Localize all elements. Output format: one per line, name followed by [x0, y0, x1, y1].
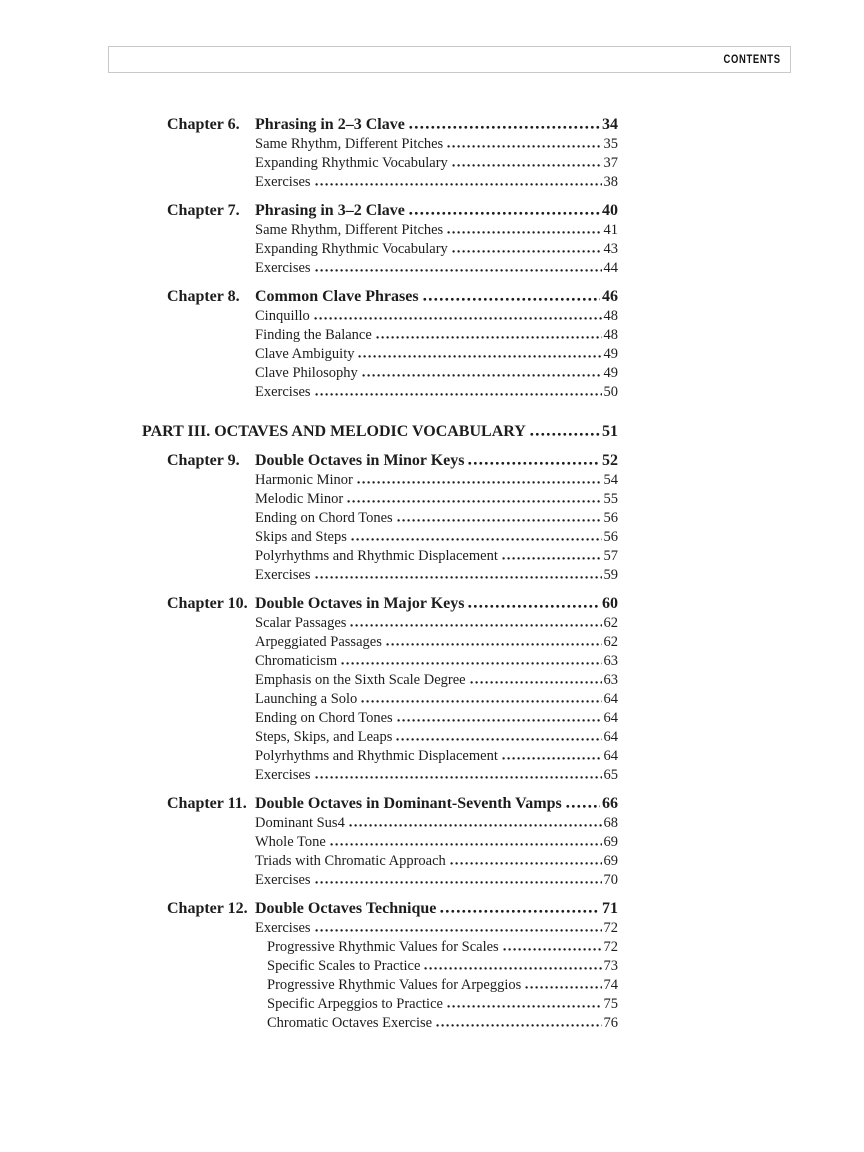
- page-number: 40: [602, 202, 618, 219]
- toc-entry-row: [267, 976, 618, 995]
- page-number: 72: [603, 939, 618, 955]
- page-number: 71: [602, 900, 618, 917]
- page-number: 63: [603, 672, 618, 688]
- entry-title: Same Rhythm, Different Pitches: [255, 222, 444, 238]
- toc-entry-row: [255, 383, 618, 402]
- chapter-title: Common Clave Phrases: [255, 288, 419, 305]
- page-number: 64: [603, 729, 618, 745]
- toc-entry-row: [255, 747, 618, 766]
- contents-header-box: [108, 46, 791, 73]
- toc-chapter-section: [167, 451, 618, 585]
- toc-chapter-row: [167, 201, 618, 221]
- toc-chapter-row: [167, 594, 618, 614]
- page-number: 66: [602, 795, 618, 812]
- entry-title: Chromatic Octaves Exercise: [267, 1015, 433, 1031]
- dot-leader: [530, 432, 600, 436]
- toc-chapter-row: [167, 287, 618, 307]
- dot-leader: [470, 680, 602, 684]
- page-number: 57: [603, 548, 618, 564]
- chapter-title: Phrasing in 3–2 Clave: [255, 202, 405, 219]
- chapter-title: Double Octaves in Minor Keys: [255, 452, 465, 469]
- dot-leader: [357, 480, 602, 484]
- entry-title: Clave Philosophy: [255, 365, 358, 381]
- chapter-title: Double Octaves in Dominant-Seventh Vamps: [255, 795, 562, 812]
- entry-title: Ending on Chord Tones: [255, 510, 393, 526]
- chapter-title: Phrasing in 2–3 Clave: [255, 116, 405, 133]
- page-number: 60: [602, 595, 618, 612]
- page-number: 73: [603, 958, 618, 974]
- page-number: 68: [603, 815, 618, 831]
- toc-chapter-section: [167, 594, 618, 785]
- page-number: 52: [602, 452, 618, 469]
- dot-leader: [349, 823, 602, 827]
- dot-leader: [315, 575, 602, 579]
- toc-chapter-row: [167, 899, 618, 919]
- entry-title: Skips and Steps: [255, 529, 347, 545]
- toc-chapter-section: [167, 115, 618, 192]
- dot-leader: [315, 392, 602, 396]
- entry-title: Triads with Chromatic Approach: [255, 853, 446, 869]
- toc-entry-row: [255, 345, 618, 364]
- dot-leader: [502, 556, 602, 560]
- dot-leader: [396, 737, 601, 741]
- toc-entry-row: [267, 1014, 618, 1033]
- dot-leader: [447, 230, 601, 234]
- toc-entry-row: [255, 833, 618, 852]
- page-number: 49: [603, 365, 618, 381]
- toc-chapter-section: [167, 201, 618, 278]
- toc-entry-row: [255, 652, 618, 671]
- entry-title: Specific Scales to Practice: [267, 958, 421, 974]
- entry-title: Whole Tone: [255, 834, 326, 850]
- entry-title: Expanding Rhythmic Vocabulary: [255, 241, 448, 257]
- page-number: 49: [603, 346, 618, 362]
- entry-title: Exercises: [255, 767, 311, 783]
- toc-entry-row: [255, 871, 618, 890]
- toc-chapter-row: [167, 115, 618, 135]
- dot-leader: [361, 699, 601, 703]
- toc-part-section: [142, 422, 618, 442]
- page-number: 64: [603, 710, 618, 726]
- toc: [142, 115, 618, 1033]
- toc-entry-row: [255, 307, 618, 326]
- page-number: 74: [603, 977, 618, 993]
- chapter-label: Chapter 12.: [167, 900, 248, 917]
- dot-leader: [525, 985, 601, 989]
- entry-title: Steps, Skips, and Leaps: [255, 729, 393, 745]
- page-number: 69: [603, 853, 618, 869]
- page-number: 38: [603, 174, 618, 190]
- dot-leader: [362, 373, 602, 377]
- dot-leader: [502, 756, 602, 760]
- dot-leader: [347, 499, 601, 503]
- entry-title: Exercises: [255, 174, 311, 190]
- entry-title: Melodic Minor: [255, 491, 344, 507]
- dot-leader: [315, 928, 602, 932]
- toc-entry-row: [255, 135, 618, 154]
- entry-title: Chromaticism: [255, 653, 338, 669]
- entry-title: Exercises: [255, 920, 311, 936]
- page-number: 63: [603, 653, 618, 669]
- page-number: 62: [603, 634, 618, 650]
- toc-entry-row: [255, 566, 618, 585]
- dot-leader: [566, 804, 600, 808]
- page-number: 50: [603, 384, 618, 400]
- page-number: 56: [603, 529, 618, 545]
- dot-leader: [452, 249, 602, 253]
- dot-leader: [315, 775, 602, 779]
- dot-leader: [440, 909, 600, 913]
- toc-entry-row: [255, 528, 618, 547]
- part-title: PART III. OCTAVES AND MELODIC VOCABULARY: [142, 423, 526, 440]
- toc-entry-row: [255, 509, 618, 528]
- entry-title: Harmonic Minor: [255, 472, 353, 488]
- entry-title: Polyrhythms and Rhythmic Displacement: [255, 548, 498, 564]
- entry-title: Progressive Rhythmic Values for Arpeggios: [267, 977, 522, 993]
- dot-leader: [450, 861, 602, 865]
- dot-leader: [376, 335, 602, 339]
- toc-part-row: [142, 422, 618, 442]
- page-number: 64: [603, 691, 618, 707]
- page-number: 56: [603, 510, 618, 526]
- dot-leader: [350, 623, 601, 627]
- dot-leader: [315, 880, 602, 884]
- page-number: 65: [603, 767, 618, 783]
- toc-entry-row: [267, 995, 618, 1014]
- page-number: 76: [603, 1015, 618, 1031]
- entry-title: Specific Arpeggios to Practice: [267, 996, 443, 1012]
- toc-entry-row: [255, 728, 618, 747]
- page-number: 44: [603, 260, 618, 276]
- toc-entry-row: [255, 173, 618, 192]
- entry-title: Polyrhythms and Rhythmic Displacement: [255, 748, 498, 764]
- entry-title: Scalar Passages: [255, 615, 347, 631]
- entry-title: Dominant Sus4: [255, 815, 345, 831]
- dot-leader: [447, 1004, 602, 1008]
- page-number: 41: [603, 222, 618, 238]
- toc-entry-row: [255, 614, 618, 633]
- toc-entry-row: [255, 326, 618, 345]
- page-number: 43: [603, 241, 618, 257]
- toc-entry-row: [255, 364, 618, 383]
- dot-leader: [409, 211, 600, 215]
- chapter-label: Chapter 10.: [167, 595, 248, 612]
- page-number: 35: [603, 136, 618, 152]
- chapter-label: Chapter 6.: [167, 116, 240, 133]
- chapter-title: Double Octaves in Major Keys: [255, 595, 465, 612]
- toc-entry-row: [255, 154, 618, 173]
- toc-entry-row: [255, 633, 618, 652]
- toc-entry-row: [255, 690, 618, 709]
- toc-entry-row: [255, 671, 618, 690]
- page-number: 48: [603, 308, 618, 324]
- entry-title: Same Rhythm, Different Pitches: [255, 136, 444, 152]
- toc-entry-row: [255, 547, 618, 566]
- entry-title: Emphasis on the Sixth Scale Degree: [255, 672, 466, 688]
- entry-title: Progressive Rhythmic Values for Scales: [267, 939, 499, 955]
- toc-entry-row: [255, 852, 618, 871]
- toc-chapter-section: [167, 794, 618, 890]
- page-number: 75: [603, 996, 618, 1012]
- dot-leader: [315, 182, 602, 186]
- page-number: 46: [602, 288, 618, 305]
- toc-entry-row: [255, 221, 618, 240]
- entry-title: Launching a Solo: [255, 691, 358, 707]
- page-number: 69: [603, 834, 618, 850]
- entry-title: Clave Ambiguity: [255, 346, 355, 362]
- dot-leader: [423, 297, 600, 301]
- page-number: 72: [603, 920, 618, 936]
- page-number: 59: [603, 567, 618, 583]
- toc-entry-row: [255, 240, 618, 259]
- dot-leader: [468, 461, 600, 465]
- dot-leader: [468, 604, 600, 608]
- toc-chapter-row: [167, 794, 618, 814]
- dot-leader: [341, 661, 601, 665]
- dot-leader: [503, 947, 602, 951]
- entry-title: Arpeggiated Passages: [255, 634, 382, 650]
- page-number: 48: [603, 327, 618, 343]
- dot-leader: [409, 125, 600, 129]
- chapter-label: Chapter 8.: [167, 288, 240, 305]
- page-number: 34: [602, 116, 618, 133]
- entry-title: Cinquillo: [255, 308, 310, 324]
- toc-entry-row: [255, 709, 618, 728]
- page-number: 64: [603, 748, 618, 764]
- toc-entry-row: [255, 766, 618, 785]
- chapter-label: Chapter 9.: [167, 452, 240, 469]
- entry-title: Exercises: [255, 872, 311, 888]
- entry-title: Expanding Rhythmic Vocabulary: [255, 155, 448, 171]
- page-number: 70: [603, 872, 618, 888]
- dot-leader: [386, 642, 602, 646]
- dot-leader: [358, 354, 601, 358]
- toc-chapter-section: [167, 899, 618, 1033]
- entry-title: Exercises: [255, 384, 311, 400]
- toc-entry-row: [255, 919, 618, 938]
- dot-leader: [315, 268, 602, 272]
- dot-leader: [330, 842, 602, 846]
- toc-chapter-section: [167, 287, 618, 402]
- entry-title: Exercises: [255, 567, 311, 583]
- page-number: 55: [603, 491, 618, 507]
- page-number: 37: [603, 155, 618, 171]
- chapter-label: Chapter 7.: [167, 202, 240, 219]
- page-number: 54: [603, 472, 618, 488]
- toc-entry-row: [255, 259, 618, 278]
- dot-leader: [452, 163, 602, 167]
- entry-title: Finding the Balance: [255, 327, 372, 343]
- toc-entry-row: [255, 814, 618, 833]
- toc-chapter-row: [167, 451, 618, 471]
- toc-entry-row: [255, 490, 618, 509]
- entry-title: Ending on Chord Tones: [255, 710, 393, 726]
- chapter-label: Chapter 11.: [167, 795, 247, 812]
- toc-entry-row: [267, 957, 618, 976]
- chapter-title: Double Octaves Technique: [255, 900, 437, 917]
- dot-leader: [314, 316, 602, 320]
- contents-header-label: CONTENTS: [723, 53, 781, 66]
- page-number: 62: [603, 615, 618, 631]
- toc-entry-row: [267, 938, 618, 957]
- entry-title: Exercises: [255, 260, 311, 276]
- dot-leader: [397, 518, 602, 522]
- dot-leader: [397, 718, 602, 722]
- dot-leader: [436, 1023, 601, 1027]
- page-number: 51: [602, 423, 618, 440]
- dot-leader: [424, 966, 601, 970]
- toc-entry-row: [255, 471, 618, 490]
- dot-leader: [351, 537, 602, 541]
- dot-leader: [447, 144, 601, 148]
